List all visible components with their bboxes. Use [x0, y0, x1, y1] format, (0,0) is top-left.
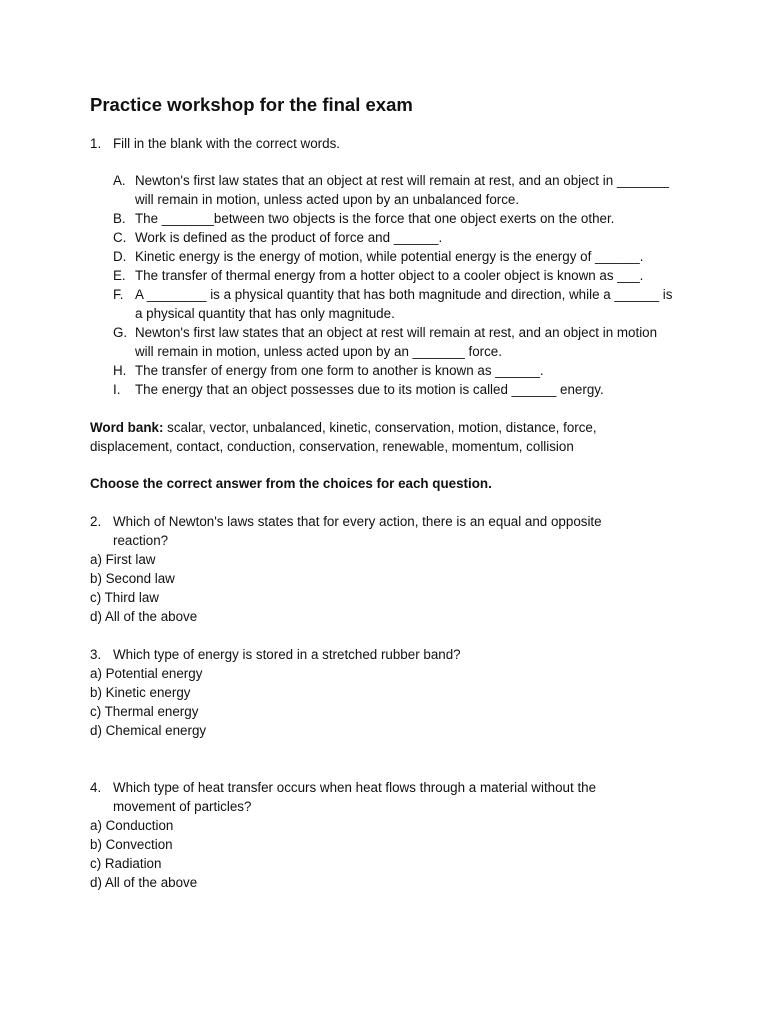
- question-text: Which type of energy is stored in a stretched rubber band?: [113, 647, 461, 662]
- answer-choice: a) Conduction: [90, 818, 174, 833]
- answer-choice: a) First law: [90, 552, 156, 567]
- item-letter: A.: [113, 173, 126, 188]
- question-text: Which type of heat transfer occurs when heat flows through a material without the movement of particles?: [113, 780, 597, 814]
- question-3: [90, 645, 690, 740]
- item-letter: C.: [113, 230, 127, 245]
- answer-choice: d) Chemical energy: [90, 723, 207, 738]
- answer-choice: d) All of the above: [90, 875, 198, 890]
- page-title: Practice workshop for the final exam: [90, 94, 413, 115]
- answer-choice: d) All of the above: [90, 609, 198, 624]
- list-item: [90, 228, 677, 247]
- item-text: Newton's first law states that an object at rest will remain at rest, and an object in _______ will remain in motion, unless acted upon by an unbalanced force.: [135, 173, 669, 207]
- word-bank-words: scalar, vector, unbalanced, kinetic, conservation, motion, distance, force, displacement, contact, conduction, conservation, renewable, momentum, collision: [90, 420, 597, 454]
- question-number: 4.: [90, 780, 102, 795]
- list-item: [90, 247, 677, 266]
- word-bank-label: Word bank:: [90, 420, 164, 435]
- list-item: [90, 266, 677, 285]
- word-bank: [90, 418, 650, 456]
- item-letter: E.: [113, 268, 126, 283]
- list-item: [90, 171, 677, 209]
- answer-choice: b) Convection: [90, 837, 173, 852]
- question-number: 2.: [90, 514, 102, 529]
- section-instruction: Choose the correct answer from the choices for each question.: [90, 476, 492, 491]
- item-letter: G.: [113, 325, 128, 340]
- answer-choice: c) Radiation: [90, 856, 162, 871]
- item-text: The transfer of energy from one form to another is known as ______.: [135, 363, 544, 378]
- question-row: [90, 645, 690, 664]
- item-letter: D.: [113, 249, 127, 264]
- item-letter: B.: [113, 211, 126, 226]
- item-text: The _______between two objects is the force that one object exerts on the other.: [135, 211, 615, 226]
- item-letter: H.: [113, 363, 127, 378]
- list-item: [90, 323, 677, 361]
- answer-choice: b) Kinetic energy: [90, 685, 191, 700]
- question-row: [90, 778, 690, 816]
- question-text: Fill in the blank with the correct words.: [113, 136, 340, 151]
- item-text: The energy that an object possesses due to its motion is called ______ energy.: [135, 382, 604, 397]
- item-letter: F.: [113, 287, 124, 302]
- question-number: 3.: [90, 647, 102, 662]
- item-letter: I.: [113, 382, 121, 397]
- document-page: [90, 92, 690, 911]
- list-item: [90, 209, 677, 228]
- list-item: [90, 380, 677, 399]
- question-4: [90, 778, 690, 892]
- answer-choice: c) Third law: [90, 590, 159, 605]
- question-text: Which of Newton's laws states that for every action, there is an equal and opposite reaction?: [113, 514, 602, 548]
- item-text: Kinetic energy is the energy of motion, while potential energy is the energy of ______.: [135, 249, 644, 264]
- fill-in-blank-list: [90, 171, 690, 399]
- question-2: [90, 512, 690, 626]
- answer-choice: c) Thermal energy: [90, 704, 199, 719]
- answer-choice: a) Potential energy: [90, 666, 203, 681]
- question-1: [90, 134, 690, 153]
- answer-choice: b) Second law: [90, 571, 175, 586]
- item-text: Work is defined as the product of force and ______.: [135, 230, 443, 245]
- list-item: [90, 361, 677, 380]
- item-text: A ________ is a physical quantity that has both magnitude and direction, while a ______ is a physical quantity that has only magnitude.: [135, 287, 673, 321]
- question-number: 1.: [90, 136, 102, 151]
- item-text: Newton's first law states that an object at rest will remain at rest, and an object in motion will remain in motion, unless acted upon by an _______ force.: [135, 325, 658, 359]
- item-text: The transfer of thermal energy from a hotter object to a cooler object is known as ___.: [135, 268, 644, 283]
- question-row: [90, 512, 690, 550]
- list-item: [90, 285, 677, 323]
